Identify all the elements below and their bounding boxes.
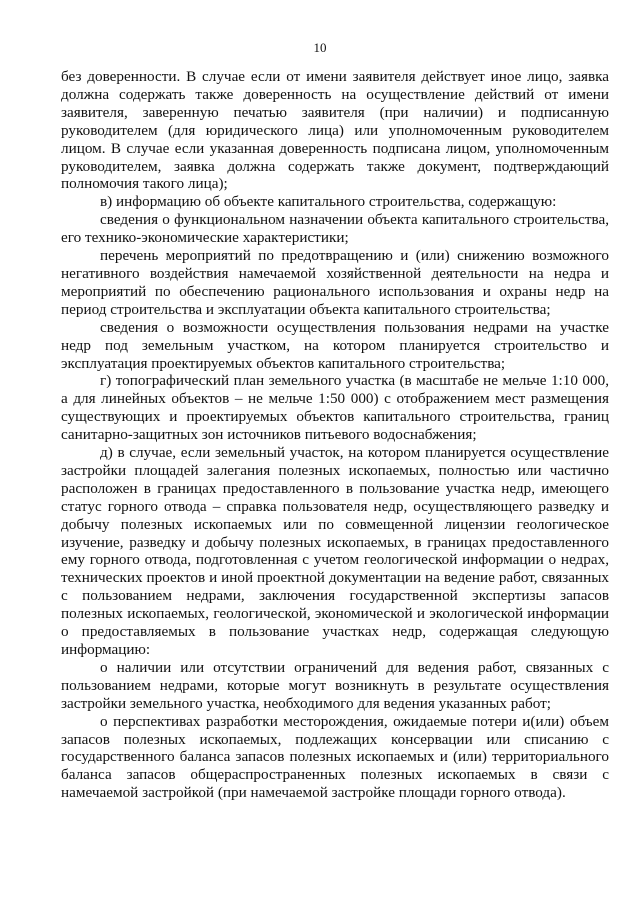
paragraph-continuation: без доверенности. В случае если от имени заявителя действует иное лицо, заявка должна содержать также доверенность на осуществление действий от имени заявителя, заверенную печатью заявителя (при наличии) и подписанную руководителем (для юридического лица) или уполномоченным руководителем лицом. В случае если указанная доверенность подписана лицом, уполномоченным руководителем, заявка должна содержать также документ, подтверждающий полномочия такого лица); [61, 68, 609, 193]
paragraph-deposit-prospects: о перспективах разработки месторождения, ожидаемые потери и(или) объем запасов полезных ископаемых, подлежащих консервации или списанию с государственного баланса запасов полезных ископаемых и (или) территориального баланса запасов общераспространенных полезных ископаемых в связи с намечаемой застройкой (при намечаемой застройке площади горного отвода). [61, 712, 609, 802]
paragraph-item-v: в) информацию об объекте капитального строительства, содержащую: [100, 193, 557, 211]
paragraph-subsoil-use-possibility: сведения о возможности осуществления пользования недрами на участке недр под земельным участком, на котором планируется строительство и эксплуатация проектируемых объектов капитального строительства; [61, 318, 609, 372]
paragraph-restrictions: о наличии или отсутствии ограничений для ведения работ, связанных с пользованием недрами, которые могут возникнуть в результате осуществления застройки земельного участка, необходимого для ведения указанных работ; [61, 658, 609, 712]
paragraph-functional-purpose: сведения о функциональном назначении объекта капитального строительства, его технико-экономические характеристики; [61, 211, 609, 247]
paragraph-item-d: д) в случае, если земельный участок, на котором планируется осуществление застройки площадей залегания полезных ископаемых, полностью или частично расположен в границах предоставленного в пользование участка недр, имеющего статус горного отвода – справка пользователя недр, осуществляющего разведку и добычу полезных ископаемых или по совмещенной лицензии геологическое изучение, разведку и добычу полезных ископаемых, в границах предоставленного ему горного отвода, подготовленная с учетом геологической информации о недрах, технических проектов и иной проектной документации на ведение работ, связанных с пользованием недрами, заключения государственной экспертизы запасов полезных ископаемых, геологической, экономической и экологической информации о предоставляемых в пользование участках недр, содержащая следующую информацию: [61, 444, 609, 658]
paragraph-item-g: г) топографический план земельного участка (в масштабе не мельче 1:10 000, а для линейных объектов – не мельче 1:50 000) с отображением мест размещения существующих и проектируемых объектов капитального строительства, границ санитарно-защитных зон источников питьевого водоснабжения; [61, 372, 609, 444]
page-number: 10 [313, 40, 327, 55]
paragraph-measures-list: перечень мероприятий по предотвращению и (или) снижению возможного негативного воздействия намечаемой хозяйственной деятельности на недра и мероприятий по обеспечению рационального использования и охраны недр на период строительства и эксплуатации объекта капитального строительства; [61, 247, 609, 318]
document-body [61, 68, 609, 802]
